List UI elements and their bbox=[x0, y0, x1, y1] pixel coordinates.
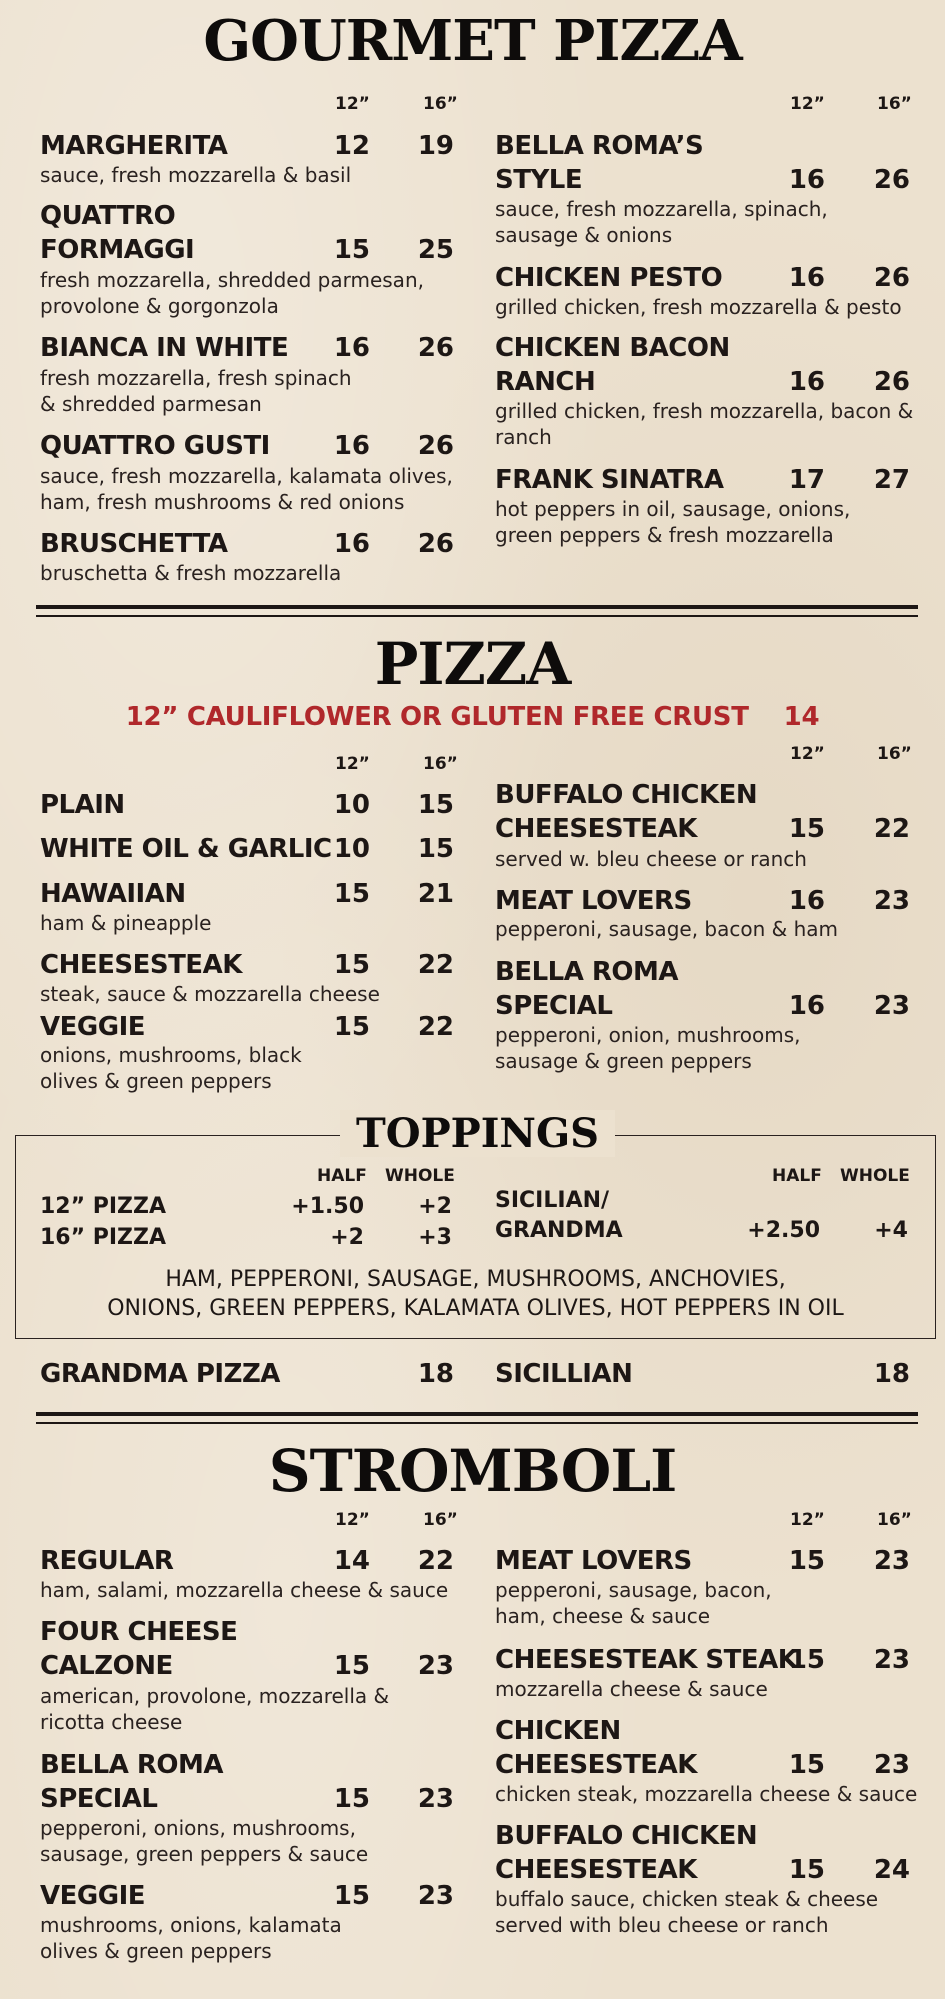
item-name: HAWAIIAN bbox=[40, 879, 186, 909]
item-desc: onions, mushrooms, black olives & green peppers bbox=[40, 1043, 302, 1093]
item-name: CHICKEN CHEESESTEAK bbox=[495, 1716, 697, 1780]
item-desc: pepperoni, sausage, bacon, ham, cheese & sauce bbox=[495, 1578, 772, 1628]
gourmet-right-size-12: 12” bbox=[790, 94, 825, 114]
item-name: QUATTRO GUSTI bbox=[40, 431, 270, 461]
pizza-right-size-12: 12” bbox=[790, 744, 825, 764]
item-desc: grilled chicken, fresh mozzarella, bacon & ranch bbox=[495, 399, 914, 449]
price-16: 27 bbox=[873, 465, 910, 495]
topping-16-label: 16” PIZZA bbox=[40, 1225, 166, 1250]
item-name: QUATTRO FORMAGGI bbox=[40, 201, 195, 265]
item-desc: chicken steak, mozzarella cheese & sauce bbox=[495, 1782, 918, 1806]
item-name: BRUSCHETTA bbox=[40, 529, 228, 559]
item-name: CHEESESTEAK STEAK bbox=[495, 1645, 798, 1675]
pizza-left-size-16: 16” bbox=[423, 754, 458, 774]
item-name: REGULAR bbox=[40, 1546, 174, 1576]
toppings-right-whole: WHOLE bbox=[840, 1166, 910, 1186]
gluten-free-promo: 12” CAULIFLOWER OR GLUTEN FREE CRUST 14 bbox=[125, 702, 820, 732]
price-12: 16 bbox=[333, 431, 370, 461]
toppings-list-line-2: ONIONS, GREEN PEPPERS, KALAMATA OLIVES, HOT PEPPERS IN OIL bbox=[107, 1296, 844, 1321]
topping-16-half: +2 bbox=[330, 1225, 364, 1250]
price-16: 22 bbox=[417, 950, 454, 980]
pizza-title: PIZZA bbox=[374, 630, 571, 698]
item-name: WHITE OIL & GARLIC bbox=[40, 834, 332, 864]
stromboli-right-size-12: 12” bbox=[790, 1510, 825, 1530]
topping-sicilian-label: SICILIAN/ bbox=[495, 1188, 610, 1213]
pizza-left-size-12: 12” bbox=[335, 754, 370, 774]
price-12: 15 bbox=[788, 814, 825, 844]
price-12: 15 bbox=[788, 1645, 825, 1675]
price-12: 12 bbox=[333, 131, 370, 161]
item-desc: ham & pineapple bbox=[40, 911, 212, 935]
item-desc: steak, sauce & mozzarella cheese bbox=[40, 982, 380, 1006]
price-16: 15 bbox=[417, 790, 454, 820]
item-desc: mushrooms, onions, kalamata olives & green peppers bbox=[40, 1913, 342, 1963]
item-name: FRANK SINATRA bbox=[495, 465, 724, 495]
gourmet-left-size-16: 16” bbox=[423, 94, 458, 114]
price-12: 10 bbox=[333, 834, 370, 864]
item-name: MARGHERITA bbox=[40, 131, 228, 161]
price-12: 15 bbox=[333, 1881, 370, 1911]
price-16: 22 bbox=[873, 814, 910, 844]
divider bbox=[36, 615, 918, 617]
price-12: 15 bbox=[333, 1651, 370, 1681]
price-12: 16 bbox=[788, 886, 825, 916]
item-name: BIANCA IN WHITE bbox=[40, 333, 289, 363]
item-name: FOUR CHEESE CALZONE bbox=[40, 1617, 238, 1681]
item-desc: sauce, fresh mozzarella & basil bbox=[40, 163, 352, 187]
item-desc: mozzarella cheese & sauce bbox=[495, 1677, 768, 1701]
price-12: 16 bbox=[788, 991, 825, 1021]
price-12: 17 bbox=[788, 465, 825, 495]
item-name: BELLA ROMA’S STYLE bbox=[495, 131, 704, 195]
topping-sicilian-whole: +4 bbox=[874, 1218, 908, 1243]
price-16: 15 bbox=[417, 834, 454, 864]
item-desc: ham, salami, mozzarella cheese & sauce bbox=[40, 1578, 449, 1602]
item-name: MEAT LOVERS bbox=[495, 886, 692, 916]
divider bbox=[36, 1412, 918, 1416]
price-12: 16 bbox=[788, 263, 825, 293]
divider bbox=[36, 1422, 918, 1424]
topping-sicilian-half: +2.50 bbox=[747, 1218, 820, 1243]
item-desc: buffalo sauce, chicken steak & cheese served with bleu cheese or ranch bbox=[495, 1887, 879, 1937]
gourmet-title: GOURMET PIZZA bbox=[203, 8, 742, 74]
topping-12-label: 12” PIZZA bbox=[40, 1194, 166, 1219]
price-16: 26 bbox=[873, 165, 910, 195]
item-desc: bruschetta & fresh mozzarella bbox=[40, 561, 342, 585]
price-16: 21 bbox=[417, 879, 454, 909]
price-12: 16 bbox=[333, 333, 370, 363]
toppings-left-half: HALF bbox=[317, 1166, 367, 1186]
price-12: 16 bbox=[788, 367, 825, 397]
sicilian-name: SICILLIAN bbox=[495, 1359, 633, 1389]
price-12: 15 bbox=[333, 879, 370, 909]
item-desc: fresh mozzarella, fresh spinach & shredded parmesan bbox=[40, 366, 352, 416]
item-name: CHICKEN BACON RANCH bbox=[495, 333, 730, 397]
item-desc: american, provolone, mozzarella & ricotta cheese bbox=[40, 1684, 390, 1734]
price-16: 23 bbox=[417, 1881, 454, 1911]
topping-12-whole: +2 bbox=[418, 1194, 452, 1219]
price-16: 23 bbox=[873, 991, 910, 1021]
item-desc: hot peppers in oil, sausage, onions, green peppers & fresh mozzarella bbox=[495, 497, 851, 547]
stromboli-title: STROMBOLI bbox=[268, 1437, 677, 1505]
stromboli-left-size-12: 12” bbox=[335, 1510, 370, 1530]
price-12: 15 bbox=[333, 1784, 370, 1814]
price-16: 26 bbox=[873, 263, 910, 293]
price-12: 15 bbox=[788, 1546, 825, 1576]
topping-12-half: +1.50 bbox=[291, 1194, 364, 1219]
item-name: BUFFALO CHICKEN CHEESESTEAK bbox=[495, 1821, 758, 1885]
price-12: 14 bbox=[333, 1546, 370, 1576]
stromboli-left-size-16: 16” bbox=[423, 1510, 458, 1530]
price-16: 26 bbox=[417, 431, 454, 461]
item-desc: pepperoni, onions, mushrooms, sausage, green peppers & sauce bbox=[40, 1816, 369, 1866]
price-12: 10 bbox=[333, 790, 370, 820]
topping-grandma-label: GRANDMA bbox=[495, 1218, 623, 1243]
toppings-title: TOPPINGS bbox=[340, 1110, 615, 1157]
pizza-right-size-16: 16” bbox=[877, 744, 912, 764]
topping-16-whole: +3 bbox=[418, 1225, 452, 1250]
price-12: 16 bbox=[333, 529, 370, 559]
price-16: 22 bbox=[417, 1546, 454, 1576]
price-16: 19 bbox=[417, 131, 454, 161]
item-name: CHICKEN PESTO bbox=[495, 263, 723, 293]
sicilian-price: 18 bbox=[873, 1359, 910, 1389]
item-name: VEGGIE bbox=[40, 1881, 145, 1911]
item-desc: sauce, fresh mozzarella, kalamata olives, ham, fresh mushrooms & red onions bbox=[40, 464, 453, 514]
item-name: BELLA ROMA SPECIAL bbox=[495, 957, 679, 1021]
item-name: MEAT LOVERS bbox=[495, 1546, 692, 1576]
price-12: 15 bbox=[788, 1750, 825, 1780]
item-name: VEGGIE bbox=[40, 1012, 145, 1042]
price-16: 22 bbox=[417, 1012, 454, 1042]
item-desc: pepperoni, onion, mushrooms, sausage & green peppers bbox=[495, 1023, 801, 1073]
price-12: 15 bbox=[788, 1855, 825, 1885]
toppings-right-half: HALF bbox=[772, 1166, 822, 1186]
price-16: 26 bbox=[417, 529, 454, 559]
price-16: 23 bbox=[873, 1750, 910, 1780]
item-desc: pepperoni, sausage, bacon & ham bbox=[495, 917, 838, 941]
price-12: 16 bbox=[788, 165, 825, 195]
grandma-pizza-price: 18 bbox=[417, 1359, 454, 1389]
price-16: 24 bbox=[873, 1855, 910, 1885]
price-16: 23 bbox=[417, 1784, 454, 1814]
price-16: 23 bbox=[873, 1546, 910, 1576]
toppings-left-whole: WHOLE bbox=[385, 1166, 455, 1186]
price-12: 15 bbox=[333, 950, 370, 980]
price-12: 15 bbox=[333, 235, 370, 265]
price-16: 23 bbox=[873, 886, 910, 916]
price-12: 15 bbox=[333, 1012, 370, 1042]
item-desc: served w. bleu cheese or ranch bbox=[495, 847, 807, 871]
stromboli-right-size-16: 16” bbox=[877, 1510, 912, 1530]
price-16: 26 bbox=[417, 333, 454, 363]
grandma-pizza-name: GRANDMA PIZZA bbox=[40, 1359, 280, 1389]
item-desc: fresh mozzarella, shredded parmesan, provolone & gorgonzola bbox=[40, 268, 424, 318]
item-name: PLAIN bbox=[40, 790, 125, 820]
price-16: 26 bbox=[873, 367, 910, 397]
gourmet-right-size-16: 16” bbox=[877, 94, 912, 114]
price-16: 25 bbox=[417, 235, 454, 265]
item-name: CHEESESTEAK bbox=[40, 950, 242, 980]
divider bbox=[36, 605, 918, 609]
item-desc: sauce, fresh mozzarella, spinach, sausage & onions bbox=[495, 197, 828, 247]
gourmet-left-size-12: 12” bbox=[335, 94, 370, 114]
toppings-list-line-1: HAM, PEPPERONI, SAUSAGE, MUSHROOMS, ANCHOVIES, bbox=[165, 1267, 786, 1292]
price-16: 23 bbox=[417, 1651, 454, 1681]
item-name: BUFFALO CHICKEN CHEESESTEAK bbox=[495, 780, 758, 844]
item-desc: grilled chicken, fresh mozzarella & pesto bbox=[495, 295, 902, 319]
item-name: BELLA ROMA SPECIAL bbox=[40, 1750, 224, 1814]
price-16: 23 bbox=[873, 1645, 910, 1675]
